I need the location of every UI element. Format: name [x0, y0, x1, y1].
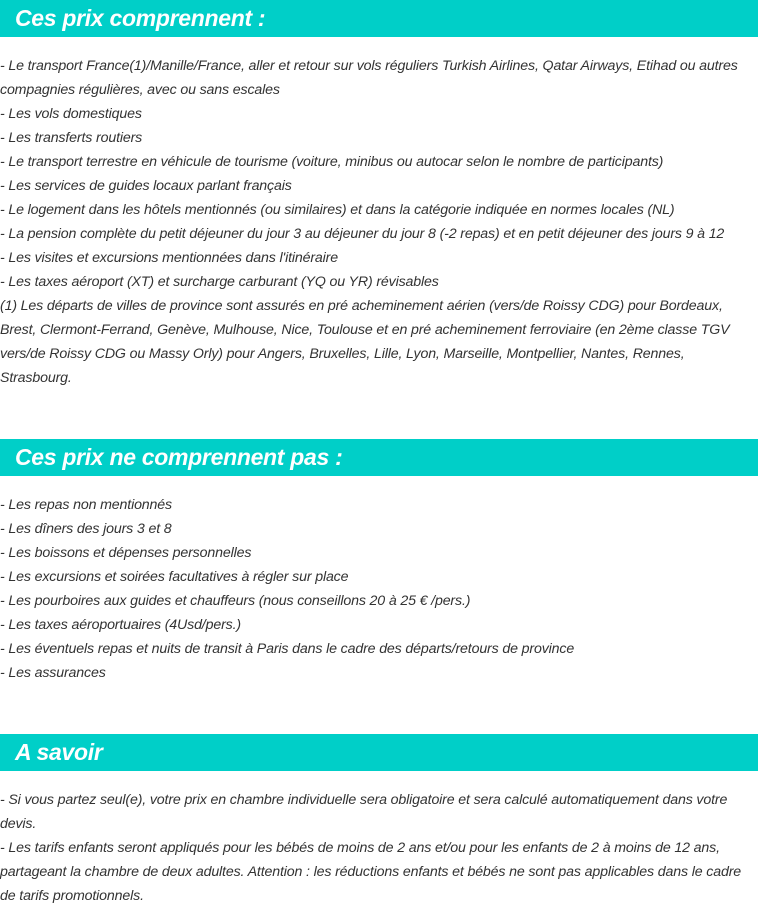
list-item: - Les boissons et dépenses personnelles — [0, 545, 252, 561]
list-item: - Le transport France(1)/Manille/France, aller et retour sur vols réguliers Turkish Airlines, Qatar Airways, Etihad ou autres compagnies régulières, avec ou sans escales — [0, 58, 738, 98]
list-item: - Si vous partez seul(e), votre prix en chambre individuelle sera obligatoire et sera calculé automatiquement dans votre devis. — [0, 792, 728, 832]
list-item: - Les services de guides locaux parlant français — [0, 178, 292, 194]
list-item: - Les taxes aéroport (XT) et surcharge carburant (YQ ou YR) révisables — [0, 274, 439, 290]
list-item: - Les transferts routiers — [0, 130, 143, 146]
list-item: - Le logement dans les hôtels mentionnés (ou similaires) et dans la catégorie indiquée en normes locales (NL) — [0, 202, 675, 218]
list-item: - Les taxes aéroportuaires (4Usd/pers.) — [0, 617, 241, 633]
section-header-good-to-know — [0, 734, 758, 771]
section-not-included — [0, 439, 758, 734]
list-item: - Les excursions et soirées facultatives à régler sur place — [0, 569, 349, 585]
section-body-good-to-know — [0, 771, 758, 908]
section-included — [0, 0, 758, 439]
list-item: - Les visites et excursions mentionnées dans l'itinéraire — [0, 250, 338, 266]
section-title-included: Ces prix comprennent : — [15, 5, 266, 31]
section-body-included — [0, 37, 758, 390]
list-item: - Les vols domestiques — [0, 106, 142, 122]
footnote: (1) Les départs de villes de province sont assurés en pré acheminement aérien (vers/de Roissy CDG) pour Bordeaux, Brest, Clermont-Ferrand, Genève, Mulhouse, Nice, Toulouse et en pré acheminement ferroviaire (en 2ème classe TGV vers/de Roissy CDG ou Massy Orly) pour Angers, Bruxelles, Lille, Lyon, Marseille, Montpellier, Nantes, Rennes, Strasbourg. — [0, 298, 730, 386]
list-item: - Les pourboires aux guides et chauffeurs (nous conseillons 20 à 25 € /pers.) — [0, 593, 471, 609]
section-body-not-included — [0, 476, 758, 685]
section-title-good-to-know: A savoir — [15, 739, 103, 765]
list-item: - Les tarifs enfants seront appliqués pour les bébés de moins de 2 ans et/ou pour les enfants de 2 à moins de 12 ans, partageant la chambre de deux adultes. Attention : les réductions enfants et bébés ne sont pas applicables dans le cadre de tarifs promotionnels. — [0, 840, 742, 904]
section-title-not-included: Ces prix ne comprennent pas : — [15, 444, 343, 470]
list-item: - Les dîners des jours 3 et 8 — [0, 521, 172, 537]
section-good-to-know — [0, 734, 758, 908]
section-header-included — [0, 0, 758, 37]
section-header-not-included — [0, 439, 758, 476]
list-item: - La pension complète du petit déjeuner du jour 3 au déjeuner du jour 8 (-2 repas) et en petit déjeuner des jours 9 à 12 — [0, 226, 725, 242]
list-item: - Les assurances — [0, 665, 106, 681]
list-item: - Les éventuels repas et nuits de transit à Paris dans le cadre des départs/retours de province — [0, 641, 575, 657]
list-item: - Les repas non mentionnés — [0, 497, 172, 513]
list-item: - Le transport terrestre en véhicule de tourisme (voiture, minibus ou autocar selon le nombre de participants) — [0, 154, 664, 170]
